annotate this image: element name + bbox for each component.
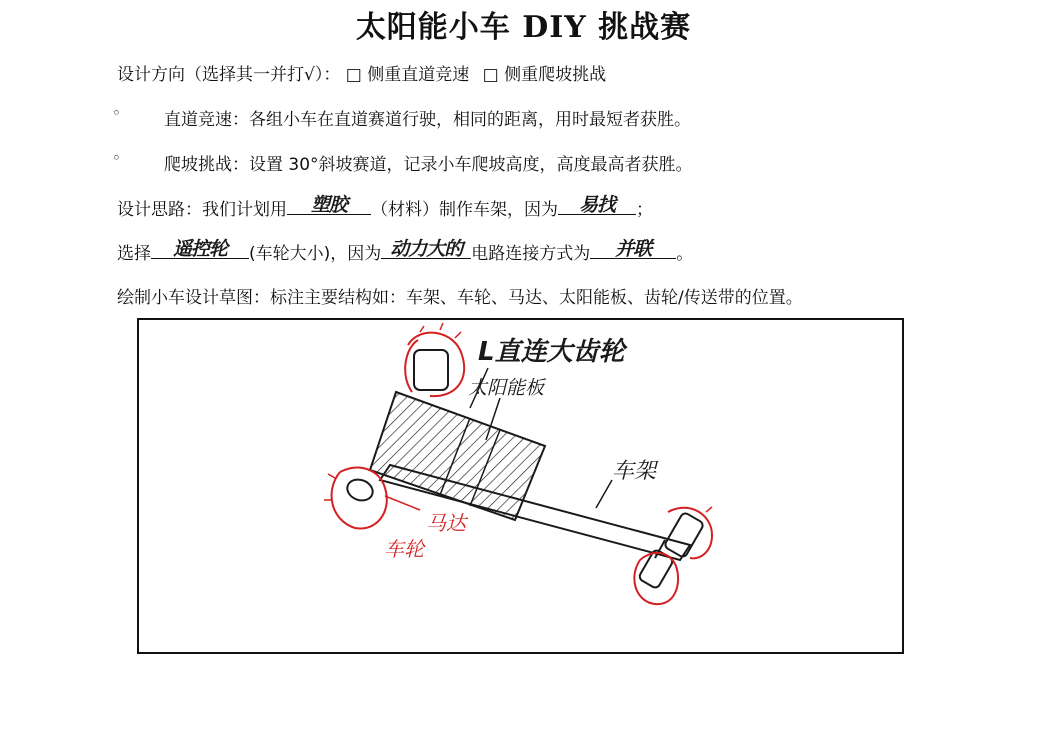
reason-answer: 易找 — [578, 194, 615, 216]
wheel-middle1: (车轮大小)，因为 — [249, 244, 382, 264]
idea-prefix: 设计思路：我们计划用 — [117, 200, 287, 220]
wheel-reason-answer: 动力大的 — [390, 238, 463, 260]
label-motor: 马达 — [426, 511, 466, 535]
bullet-climb-text: 爬坡挑战：设置 30°斜坡赛道，记录小车爬坡高度，高度最高者获胜。 — [164, 155, 693, 175]
wheel-suffix: 。 — [676, 244, 694, 264]
option-straight-checkbox[interactable]: □ 侧重直道竞速 — [345, 65, 470, 85]
wheel-prefix: 选择 — [117, 244, 151, 264]
wheel-top-left — [405, 323, 464, 396]
label-frame: 车架 — [612, 459, 657, 484]
label-solar-panel: 太阳能板 — [468, 377, 545, 399]
bullet-straight-text: 直道竞速：各组小车在直道赛道行驶，相同的距离，用时最短者获胜。 — [164, 110, 691, 130]
wheel-size-answer: 遥控轮 — [172, 238, 227, 260]
label-wheel: 车轮 — [384, 537, 424, 561]
design-direction-label: 设计方向（选择其一并打√）： — [117, 65, 341, 85]
idea-middle: （材料）制作车架，因为 — [371, 200, 558, 220]
circuit-answer: 并联 — [615, 238, 652, 260]
wheel-rear-right — [664, 507, 712, 558]
idea-suffix: ； — [636, 200, 653, 220]
option-climb-checkbox[interactable]: □ 侧重爬坡挑战 — [482, 65, 607, 85]
wheel-bottom-left — [324, 468, 387, 529]
sketch-instruction: 绘制小车设计草图：标注主要结构如：车架、车轮、马达、太阳能板、齿轮/传送带的位置。 — [117, 288, 803, 308]
page-title: 太阳能小车 DIY 挑战赛 — [355, 10, 692, 45]
wheel-middle2: 电路连接方式为 — [471, 244, 591, 264]
label-direct-gear: L直连大齿轮 — [478, 337, 625, 367]
bullet-marker: ◦ — [112, 104, 121, 122]
bullet-marker: ◦ — [112, 149, 121, 167]
material-answer: 塑胶 — [310, 194, 347, 216]
